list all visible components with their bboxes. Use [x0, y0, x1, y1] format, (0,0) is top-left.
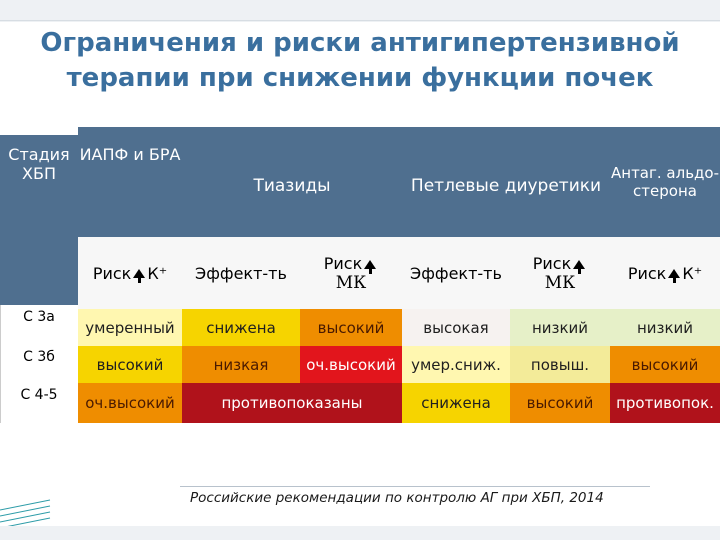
cell-text: оч.высокий: [85, 394, 175, 412]
row2-thiazide-effect: [182, 346, 300, 383]
cell-text: снижена: [421, 394, 491, 412]
header-aldo: [610, 127, 720, 237]
row1-aldo-risk: [610, 309, 720, 346]
cell-text: низкий: [531, 318, 589, 337]
row3-thiazide-merged: [182, 383, 402, 423]
sub-risk-mk-1: [300, 237, 402, 309]
arrow-up-icon: [668, 269, 680, 278]
row2-loop-risk: [510, 346, 610, 383]
header-iapf-label: ИАПФ и БРА: [79, 145, 181, 164]
row2-loop-effect: [402, 346, 510, 383]
sub-risk-k-2: [610, 237, 720, 309]
cell-text: противопок.: [616, 394, 714, 412]
header-stage: [0, 135, 78, 305]
cell-text: снижена: [206, 318, 276, 337]
stage-label: С 4-5: [20, 387, 58, 403]
cell-text: высокий: [631, 355, 699, 374]
cell-text: умер.сниж.: [411, 355, 501, 374]
sub-risk-mk-2: [510, 237, 610, 309]
header-aldo-label: Антаг. альдо-стерона: [611, 164, 719, 200]
row3-loop-risk: [510, 383, 610, 423]
sub-risk-label-2: Риск: [323, 253, 363, 273]
cell-text: высокий: [526, 394, 594, 412]
row1-iapf: [78, 309, 182, 346]
arrow-up-icon: [573, 260, 585, 269]
row1-loop-effect: [402, 309, 510, 346]
row3-iapf: [78, 383, 182, 423]
row1-thiazide-effect: [182, 309, 300, 346]
cell-text: противопоказаны: [221, 394, 363, 412]
row1-thiazide-risk: [300, 309, 402, 346]
sub-risk-k-1: [78, 237, 182, 309]
sub-mk-label-2: МК: [544, 272, 576, 293]
row2-iapf: [78, 346, 182, 383]
stage-label: С 3б: [23, 349, 55, 365]
arrow-up-icon: [364, 260, 376, 269]
sub-mk-label-1: МК: [335, 272, 367, 293]
row2-aldo-risk: [610, 346, 720, 383]
sub-effect-2: [402, 237, 510, 309]
row3-aldo-risk: [610, 383, 720, 423]
footer-citation: Российские рекомендации по контролю АГ при ХБП, 2014: [190, 490, 604, 506]
arrow-up-icon: [133, 269, 145, 278]
cell-text: высокая: [423, 318, 489, 337]
sub-effect-label-2: Эффект-ть: [410, 263, 502, 283]
sub-k-label-2: К⁺: [682, 263, 703, 283]
sub-effect-1: [182, 237, 300, 309]
cell-text: повыш.: [530, 355, 590, 374]
header-stage-label: Стадия ХБП: [8, 145, 70, 183]
bottom-bar: [0, 526, 720, 540]
row1-loop-risk: [510, 309, 610, 346]
sub-effect-label-1: Эффект-ть: [195, 263, 287, 283]
header-loop-label: Петлевые диуретики: [410, 176, 602, 196]
cell-text: высокий: [96, 355, 164, 374]
cell-text: низкая: [213, 355, 269, 374]
cell-text: оч.высокий: [306, 355, 396, 374]
cell-text: низкий: [636, 318, 694, 337]
sub-risk-label-1: Риск: [92, 263, 132, 283]
cell-text: умеренный: [85, 318, 175, 337]
page-title: Ограничения и риски антигипертензивной терапии при снижении функции почек: [40, 28, 680, 93]
sub-risk-label-3: Риск: [532, 253, 572, 273]
header-loop: [402, 127, 610, 237]
footer-divider: [180, 486, 650, 487]
header-iapf: [78, 127, 182, 237]
stage-c3a: [0, 305, 78, 345]
sub-risk-label-4: Риск: [627, 263, 667, 283]
cell-text: высокий: [317, 318, 385, 337]
top-bar: [0, 0, 720, 22]
stage-c45: [0, 383, 78, 423]
row3-loop-effect: [402, 383, 510, 423]
row2-thiazide-risk: [300, 346, 402, 383]
stage-label: С 3а: [23, 309, 55, 325]
header-thiazides-label: Тиазиды: [253, 176, 331, 196]
sub-k-label-1: К⁺: [147, 263, 168, 283]
stage-c3b: [0, 345, 78, 383]
header-thiazides: [182, 127, 402, 237]
